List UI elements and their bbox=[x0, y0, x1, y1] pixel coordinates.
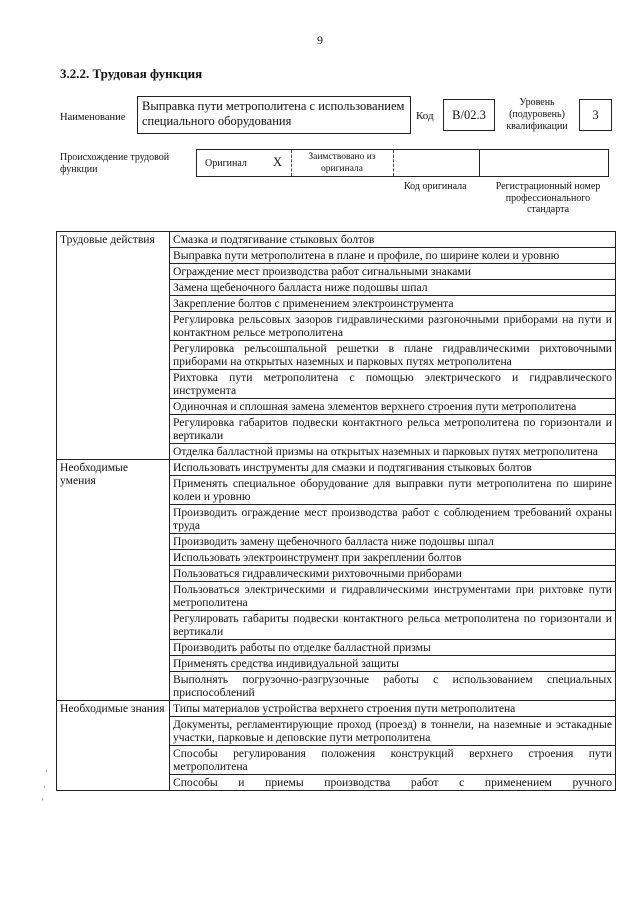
list-item: Выполнять погрузочно-разгрузочные работы с использованием специальных приспособлений bbox=[170, 672, 616, 701]
origin-divider-3 bbox=[479, 150, 480, 176]
list-item: Регулировка рельсовых зазоров гидравлическими разгоночными приборами на пути и контактном рельсе метрополитена bbox=[170, 312, 616, 341]
original-mark: Х bbox=[273, 155, 283, 169]
list-item: Способы регулирования положения конструкций верхнего строения пути метрополитена bbox=[170, 746, 616, 775]
table-row bbox=[57, 460, 616, 476]
list-item-cut: Способы и приемы производства работ с применением ручного bbox=[170, 775, 616, 791]
page-number: 9 bbox=[317, 33, 323, 47]
list-item: Рихтовка пути метрополитена с помощью электрического и гидравлического инструмента bbox=[170, 370, 616, 399]
list-item: Документы, регламентирующие проход (проезд) в тоннели, на наземные и эстакадные участки, парковые и деповские пути метрополитена bbox=[170, 717, 616, 746]
origin-label: Происхождение трудовой функции bbox=[60, 152, 170, 175]
list-item: Регулировать габариты подвески контактного рельса метрополитена по горизонтали и вертикали bbox=[170, 611, 616, 640]
level-value-box: 3 bbox=[579, 99, 612, 131]
list-item: Использовать инструменты для смазки и подтягивания стыковых болтов bbox=[170, 460, 616, 476]
code-value-box: В/02.3 bbox=[443, 99, 495, 131]
section-title-skills: Необходимые умения bbox=[57, 460, 170, 701]
borrowed-label: Заимствовано из оригинала bbox=[308, 152, 376, 174]
list-item: Замена щебеночного балласта ниже подошвы шпал bbox=[170, 280, 616, 296]
list-item: Пользоваться гидравлическими рихтовочными приборами bbox=[170, 566, 616, 582]
list-item: Регулировка габаритов подвески контактного рельса метрополитена по горизонтали и вертикали bbox=[170, 415, 616, 444]
origin-divider-2 bbox=[393, 150, 394, 176]
list-item: Производить замену щебеночного балласта ниже подошвы шпал bbox=[170, 534, 616, 550]
code-original-label: Код оригинала bbox=[404, 181, 467, 192]
section-title: 3.2.2. Трудовая функция bbox=[60, 66, 203, 81]
function-name-box: Выправка пути метрополитена с использованием специального оборудования bbox=[137, 96, 411, 134]
requirements-table-wrap bbox=[56, 231, 616, 831]
list-item: Выправка пути метрополитена в плане и профиле, по ширине колеи и уровню bbox=[170, 248, 616, 264]
list-item: Типы материалов устройства верхнего строения пути метрополитена bbox=[170, 701, 616, 717]
list-item: Одиночная и сплошная замена элементов верхнего строения пути метрополитена bbox=[170, 399, 616, 415]
table-row bbox=[57, 232, 616, 248]
section-title-knowledge: Необходимые знания bbox=[57, 701, 170, 791]
list-item: Регулировка рельсошпальной решетки в плане гидравлическими рихтовочными приборами на открытых наземных и парковых путях метрополитена bbox=[170, 341, 616, 370]
origin-table bbox=[196, 149, 609, 177]
list-item: Закрепление болтов с применением электроинструмента bbox=[170, 296, 616, 312]
original-label: Оригинал bbox=[205, 158, 247, 169]
list-item: Использовать электроинструмент при закреплении болтов bbox=[170, 550, 616, 566]
level-label: Уровень (подуровень) квалификации bbox=[506, 97, 568, 132]
margin-mark: · bbox=[45, 766, 48, 776]
list-item: Применять специальное оборудование для выправки пути метрополитена по ширине колеи и уровню bbox=[170, 476, 616, 505]
list-item: Отделка балластной призмы на открытых наземных и парковых путях метрополитена bbox=[170, 444, 616, 460]
margin-mark: · bbox=[43, 782, 46, 792]
table-row bbox=[57, 701, 616, 717]
reg-number-label: Регистрационный номер профессионального стандарта bbox=[495, 181, 601, 215]
origin-divider-1 bbox=[291, 150, 292, 176]
list-item: Производить ограждение мест производства работ с соблюдением требований охраны труда bbox=[170, 505, 616, 534]
list-item: Смазка и подтягивание стыковых болтов bbox=[170, 232, 616, 248]
name-label: Наименование bbox=[60, 112, 126, 123]
margin-mark: ' bbox=[42, 797, 44, 807]
list-item: Пользоваться электрическими и гидравлическими инструментами при рихтовке пути метрополитена bbox=[170, 582, 616, 611]
list-item: Применять средства индивидуальной защиты bbox=[170, 656, 616, 672]
requirements-table bbox=[56, 231, 616, 791]
list-item: Ограждение мест производства работ сигнальными знаками bbox=[170, 264, 616, 280]
list-item: Производить работы по отделке балластной призмы bbox=[170, 640, 616, 656]
code-label: Код bbox=[416, 110, 434, 122]
section-title-actions: Трудовые действия bbox=[57, 232, 170, 460]
